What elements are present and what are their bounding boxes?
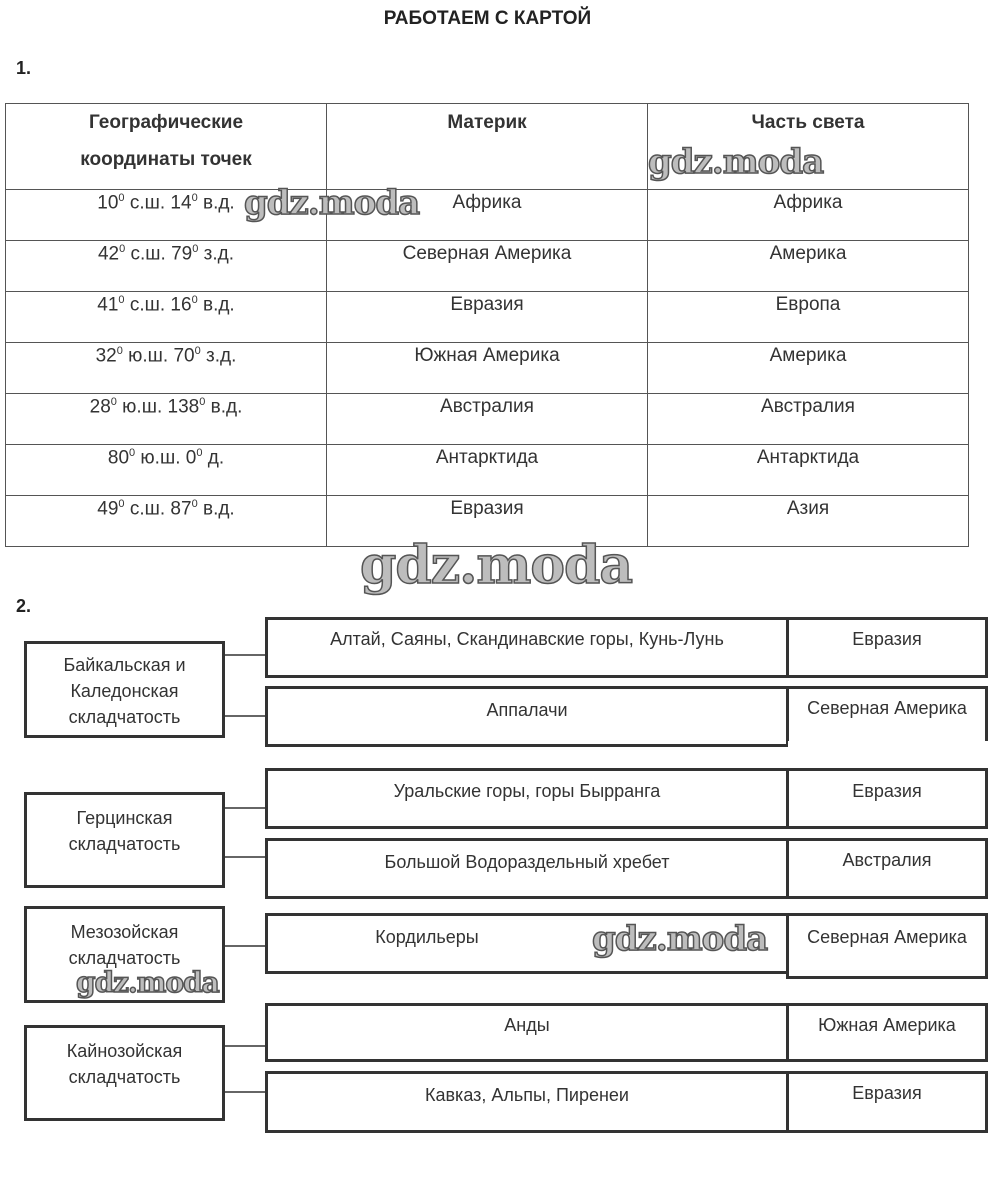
connector-line bbox=[222, 945, 267, 947]
continent-cell: Африка bbox=[327, 190, 648, 241]
coord-lon-dir: в.д. bbox=[202, 192, 235, 214]
part-of-world-cell: Антарктида bbox=[648, 445, 969, 496]
watermark: gdz.moda bbox=[648, 142, 824, 182]
degree-mark: 0 bbox=[110, 396, 117, 408]
coord-lat-dir: с.ш. bbox=[129, 294, 166, 316]
degree-mark: 0 bbox=[191, 192, 198, 204]
mountains-box: Большой Водораздельный хребет bbox=[265, 838, 788, 899]
part-of-world-cell: Америка bbox=[648, 343, 969, 394]
degree-mark: 0 bbox=[191, 498, 198, 510]
degree-mark: 0 bbox=[129, 447, 136, 459]
part-of-world-cell: Африка bbox=[648, 190, 969, 241]
coord-lon-dir: з.д. bbox=[206, 345, 237, 367]
connector-line bbox=[222, 856, 267, 858]
part-of-world-cell: Азия bbox=[648, 496, 969, 547]
coordinates-cell bbox=[6, 292, 327, 343]
watermark: gdz.moda bbox=[592, 919, 768, 959]
table-row bbox=[6, 241, 969, 292]
continent-cell: Евразия bbox=[327, 496, 648, 547]
era-box-cenozoic: Кайнозойская складчатость bbox=[24, 1025, 225, 1121]
table-row bbox=[6, 394, 969, 445]
table-row bbox=[6, 445, 969, 496]
header-coordinates: Географические координаты точек bbox=[6, 104, 327, 190]
degree-mark: 0 bbox=[116, 345, 123, 357]
coord-lon: 16 bbox=[170, 294, 192, 316]
coord-lat-dir: ю.ш. bbox=[128, 345, 169, 367]
era-box-hercynian: Герцинская складчатость bbox=[24, 792, 225, 888]
header-part-of-world: Часть света bbox=[648, 104, 969, 190]
coord-lat: 32 bbox=[95, 345, 117, 367]
connector-line bbox=[222, 807, 267, 809]
coord-lon: 87 bbox=[170, 498, 192, 520]
coordinates-cell bbox=[6, 445, 327, 496]
mountains-box: Кордильеры bbox=[265, 913, 788, 974]
connector-line bbox=[222, 1045, 267, 1047]
coord-lon: 79 bbox=[171, 243, 193, 265]
part-of-world-cell: Европа bbox=[648, 292, 969, 343]
degree-mark: 0 bbox=[118, 498, 125, 510]
continent-box: Евразия bbox=[786, 617, 988, 678]
section-1-number: 1. bbox=[16, 58, 32, 78]
coordinates-cell bbox=[6, 394, 327, 445]
coord-lon-dir: з.д. bbox=[203, 243, 235, 265]
continent-cell: Евразия bbox=[327, 292, 648, 343]
continent-box: Австралия bbox=[786, 838, 988, 899]
coordinates-cell bbox=[6, 496, 327, 547]
continent-box: Северная Америка bbox=[786, 686, 988, 741]
coord-lat-dir: с.ш. bbox=[129, 192, 166, 214]
coord-lat: 42 bbox=[97, 243, 120, 265]
table-row bbox=[6, 190, 969, 241]
continent-box: Северная Америка bbox=[786, 913, 988, 979]
header-continent: Материк bbox=[327, 104, 648, 190]
connector-line bbox=[222, 654, 267, 656]
watermark: gdz.moda bbox=[360, 535, 633, 596]
connector-line bbox=[222, 1091, 267, 1093]
watermark: gdz.moda bbox=[244, 183, 420, 223]
continent-box: Евразия bbox=[786, 768, 988, 829]
coord-lat-dir: ю.ш. bbox=[122, 396, 163, 418]
coord-lon: 0 bbox=[185, 447, 197, 469]
watermark: gdz.moda bbox=[76, 966, 219, 999]
section-2-number: 2. bbox=[16, 596, 32, 616]
table-header-row bbox=[6, 104, 969, 190]
continent-box: Евразия bbox=[786, 1071, 988, 1133]
continent-cell: Антарктида bbox=[327, 445, 648, 496]
mountains-box: Уральские горы, горы Бырранга bbox=[265, 768, 788, 829]
coord-lat: 80 bbox=[107, 447, 130, 469]
mountains-box: Аппалачи bbox=[265, 686, 788, 747]
coord-lon-dir: в.д. bbox=[210, 396, 243, 418]
era-box-baikal: Байкальская и Каледонская складчатость bbox=[24, 641, 225, 738]
coordinates-table bbox=[5, 103, 969, 547]
continent-box: Южная Америка bbox=[786, 1003, 988, 1062]
degree-mark: 0 bbox=[192, 243, 199, 255]
continent-cell: Австралия bbox=[327, 394, 648, 445]
continent-cell: Северная Америка bbox=[327, 241, 648, 292]
coord-lon-dir: д. bbox=[207, 447, 225, 469]
table-row bbox=[6, 292, 969, 343]
part-of-world-cell: Америка bbox=[648, 241, 969, 292]
coord-lat: 28 bbox=[89, 396, 111, 418]
connector-line bbox=[222, 715, 267, 717]
degree-mark: 0 bbox=[199, 396, 206, 408]
coord-lat: 41 bbox=[97, 294, 119, 316]
coord-lat-dir: с.ш. bbox=[129, 498, 166, 520]
era-box-mesozoic: Мезозойская складчатость bbox=[24, 906, 225, 1003]
degree-mark: 0 bbox=[194, 345, 201, 357]
coord-lon-dir: в.д. bbox=[202, 294, 235, 316]
degree-mark: 0 bbox=[119, 243, 126, 255]
mountains-box: Алтай, Саяны, Скандинавские горы, Кунь-Лунь bbox=[265, 617, 788, 678]
coord-lat-dir: ю.ш. bbox=[140, 447, 181, 469]
coord-lon: 70 bbox=[173, 345, 195, 367]
mountains-box: Анды bbox=[265, 1003, 788, 1062]
degree-mark: 0 bbox=[118, 294, 125, 306]
degree-mark: 0 bbox=[191, 294, 198, 306]
part-of-world-cell: Австралия bbox=[648, 394, 969, 445]
coord-lat-dir: с.ш. bbox=[130, 243, 166, 265]
coord-lat: 49 bbox=[97, 498, 119, 520]
mountains-box: Кавказ, Альпы, Пиренеи bbox=[265, 1071, 788, 1133]
coord-lon: 14 bbox=[170, 192, 192, 214]
coord-lon: 138 bbox=[167, 396, 200, 418]
degree-mark: 0 bbox=[118, 192, 125, 204]
coordinates-cell bbox=[6, 343, 327, 394]
coordinates-cell bbox=[6, 241, 327, 292]
continent-cell: Южная Америка bbox=[327, 343, 648, 394]
coord-lon-dir: в.д. bbox=[202, 498, 235, 520]
table-row bbox=[6, 343, 969, 394]
coord-lat: 10 bbox=[97, 192, 119, 214]
degree-mark: 0 bbox=[196, 447, 203, 459]
page-title: РАБОТАЕМ С КАРТОЙ bbox=[383, 8, 592, 29]
